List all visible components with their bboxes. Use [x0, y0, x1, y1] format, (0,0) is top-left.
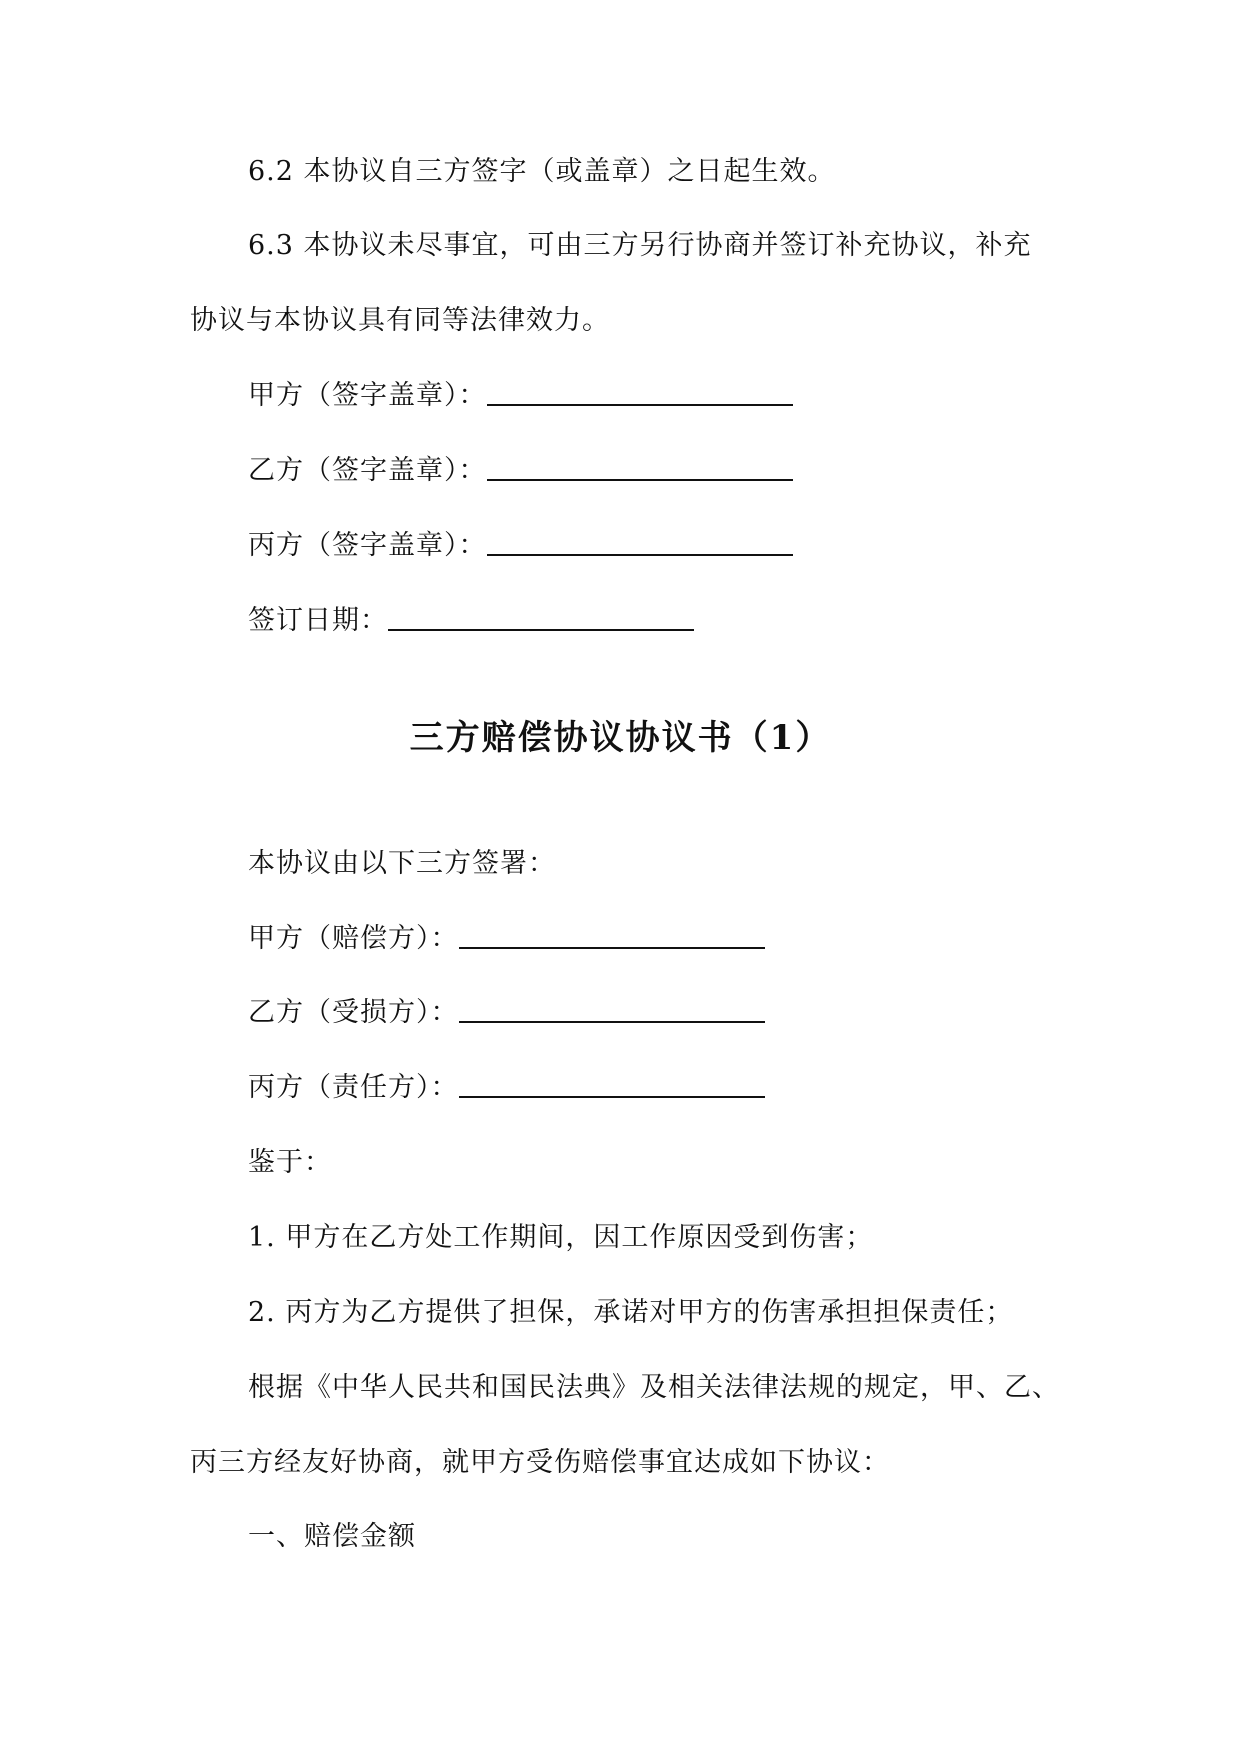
- party-a-blank: [459, 923, 765, 949]
- signing-date: [248, 603, 694, 639]
- signature-party-a: [248, 378, 793, 414]
- party-c-line: [248, 1070, 765, 1106]
- party-b-blank: [459, 997, 765, 1023]
- signature-party-a-blank: [487, 380, 793, 406]
- intro-text: 本协议由以下三方签署：: [248, 848, 556, 879]
- party-c-label: 丙方（责任方）：: [248, 1072, 459, 1103]
- whereas-heading: 鉴于：: [248, 1147, 332, 1178]
- signing-date-blank: [388, 605, 694, 631]
- party-b-line: [248, 995, 765, 1031]
- signature-party-c-blank: [487, 530, 793, 556]
- clause-6-2: 6.2 本协议自三方签字（或盖章）之日起生效。: [248, 156, 836, 187]
- signing-date-label: 签订日期：: [248, 605, 388, 636]
- signature-party-b-blank: [487, 455, 793, 481]
- party-a-line: [248, 921, 765, 957]
- signature-party-c-label: 丙方（签字盖章）：: [248, 530, 487, 561]
- party-a-label: 甲方（赔偿方）：: [248, 923, 459, 954]
- signature-party-b-label: 乙方（签字盖章）：: [248, 455, 487, 486]
- signature-party-b: [248, 453, 793, 489]
- signature-party-c: [248, 528, 793, 564]
- basis-line2: 丙三方经友好协商，就甲方受伤赔偿事宜达成如下协议：: [190, 1447, 890, 1478]
- party-b-label: 乙方（受损方）：: [248, 997, 459, 1028]
- basis-line1: 根据《中华人民共和国民法典》及相关法律法规的规定，甲、乙、: [248, 1372, 1060, 1403]
- party-c-blank: [459, 1072, 765, 1098]
- clause-6-3-line2: 协议与本协议具有同等法律效力。: [190, 305, 610, 336]
- whereas-point-1: 1. 甲方在乙方处工作期间，因工作原因受到伤害；: [248, 1222, 874, 1253]
- section-1-heading: 一、赔偿金额: [248, 1521, 416, 1552]
- whereas-point-2: 2. 丙方为乙方提供了担保，承诺对甲方的伤害承担担保责任；: [248, 1297, 1014, 1328]
- document-title: 三方赔偿协议协议书（1）: [409, 718, 832, 758]
- signature-party-a-label: 甲方（签字盖章）：: [248, 380, 487, 411]
- clause-6-3-line1: 6.3 本协议未尽事宜，可由三方另行协商并签订补充协议，补充: [248, 230, 1032, 261]
